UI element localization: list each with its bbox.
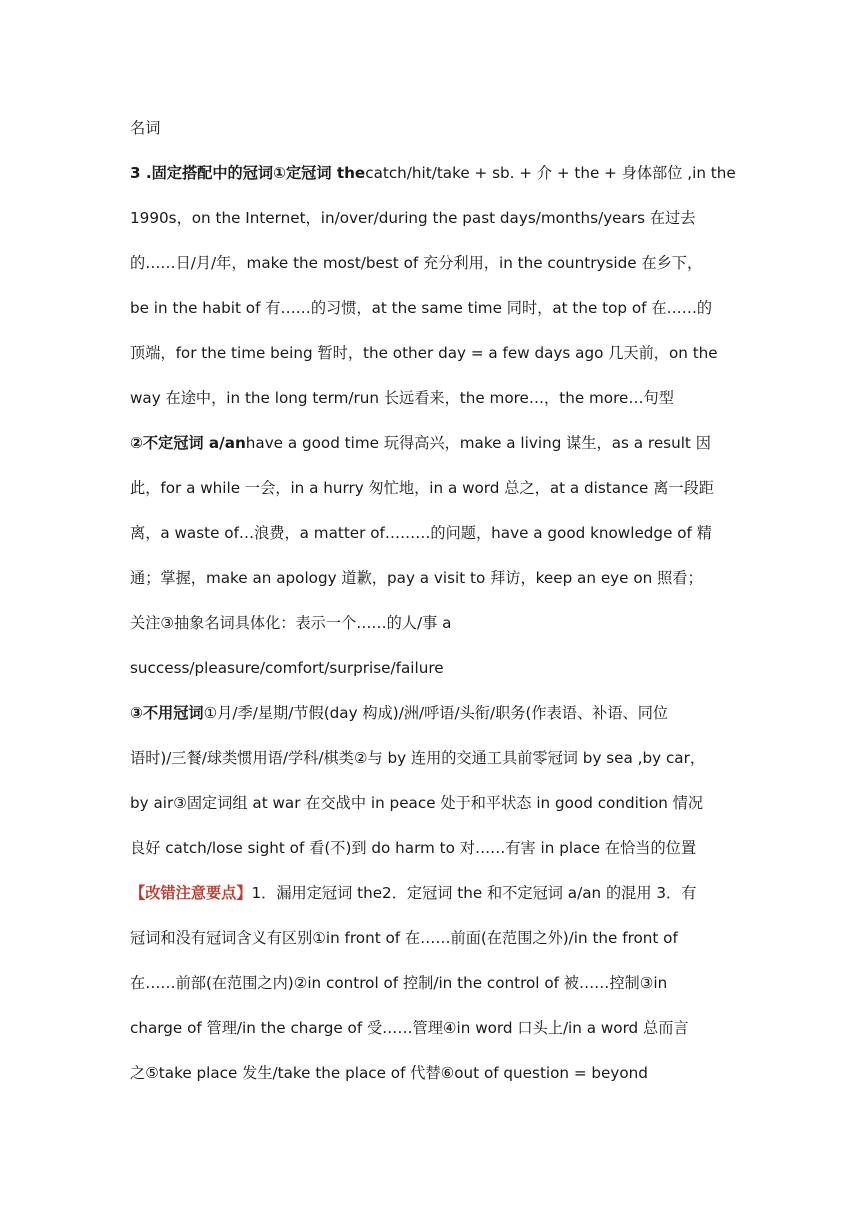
text-line xyxy=(130,1017,740,1039)
text-span: have a good time 玩得高兴，make a living 谋生，as a result 因 xyxy=(245,434,711,452)
text-span: 1．漏用定冠词 the2．定冠词 the 和不定冠词 a/an 的混用 3．有 xyxy=(251,884,697,902)
text-span: charge of 管理/in the charge of 受……管理④in word 口头上/in a word 总而言 xyxy=(130,1019,689,1037)
text-line xyxy=(130,162,740,184)
text-line xyxy=(130,1062,740,1084)
text-span: 通；掌握，make an apology 道歉，pay a visit to 拜访，keep an eye on 照看； xyxy=(130,569,703,587)
text-span: success/pleasure/comfort/surprise/failure xyxy=(130,659,444,677)
text-line xyxy=(130,837,740,859)
text-span: 1990s，on the Internet，in/over/during the past days/months/years 在过去 xyxy=(130,209,696,227)
text-line xyxy=(130,882,740,904)
text-line xyxy=(130,432,740,454)
text-span: 关注③抽象名词具体化：表示一个……的人/事 a xyxy=(130,614,452,632)
text-span: 名词 xyxy=(130,119,161,137)
text-line xyxy=(130,207,740,229)
text-line xyxy=(130,747,740,769)
text-line xyxy=(130,927,740,949)
text-span: by air③固定词组 at war 在交战中 in peace 处于和平状态 in good condition 情况 xyxy=(130,794,704,812)
text-line xyxy=(130,657,740,679)
text-span: 离，a waste of…浪费，a matter of………的问题，have a good knowledge of 精 xyxy=(130,524,712,542)
text-span: 在……前部(在范围之内)②in control of 控制/in the control of 被……控制③in xyxy=(130,974,668,992)
text-line xyxy=(130,567,740,589)
text-span: catch/hit/take + sb. + 介 + the + 身体部位 ,in the xyxy=(365,164,736,182)
highlight-heading: 【改错注意要点】 xyxy=(130,884,252,902)
section-heading: 3 .固定搭配中的冠词①定冠词 the xyxy=(130,164,366,182)
text-line xyxy=(130,342,740,364)
text-span: way 在途中，in the long term/run 长远看来，the more…，the more…句型 xyxy=(130,389,674,407)
text-line xyxy=(130,972,740,994)
text-line xyxy=(130,297,740,319)
section-heading: ②不定冠词 a/an xyxy=(130,434,246,452)
text-line xyxy=(130,117,740,139)
text-span: 之⑤take place 发生/take the place of 代替⑥out of question = beyond xyxy=(130,1064,648,1082)
text-span: 此，for a while 一会，in a hurry 匆忙地，in a word 总之，at a distance 离一段距 xyxy=(130,479,714,497)
text-line xyxy=(130,387,740,409)
section-heading: ③不用冠词 xyxy=(130,704,204,722)
text-line xyxy=(130,792,740,814)
text-span: be in the habit of 有……的习惯，at the same time 同时，at the top of 在……的 xyxy=(130,299,713,317)
text-span: 顶端，for the time being 暂时，the other day = a few days ago 几天前，on the xyxy=(130,344,718,362)
text-line xyxy=(130,702,740,724)
text-span: 的……日/月/年，make the most/best of 充分利用，in the countryside 在乡下， xyxy=(130,254,703,272)
text-span: ①月/季/星期/节假(day 构成)/洲/呼语/头衔/职务(作表语、补语、同位 xyxy=(203,704,669,722)
text-line xyxy=(130,612,740,634)
text-span: 良好 catch/lose sight of 看(不)到 do harm to 对……有害 in place 在恰当的位置 xyxy=(130,839,697,857)
text-line xyxy=(130,252,740,274)
text-line xyxy=(130,477,740,499)
text-span: 语时)/三餐/球类惯用语/学科/棋类②与 by 连用的交通工具前零冠词 by sea ,by car， xyxy=(130,749,706,767)
text-span: 冠词和没有冠词含义有区别①in front of 在……前面(在范围之外)/in the front of xyxy=(130,929,678,947)
text-line xyxy=(130,522,740,544)
